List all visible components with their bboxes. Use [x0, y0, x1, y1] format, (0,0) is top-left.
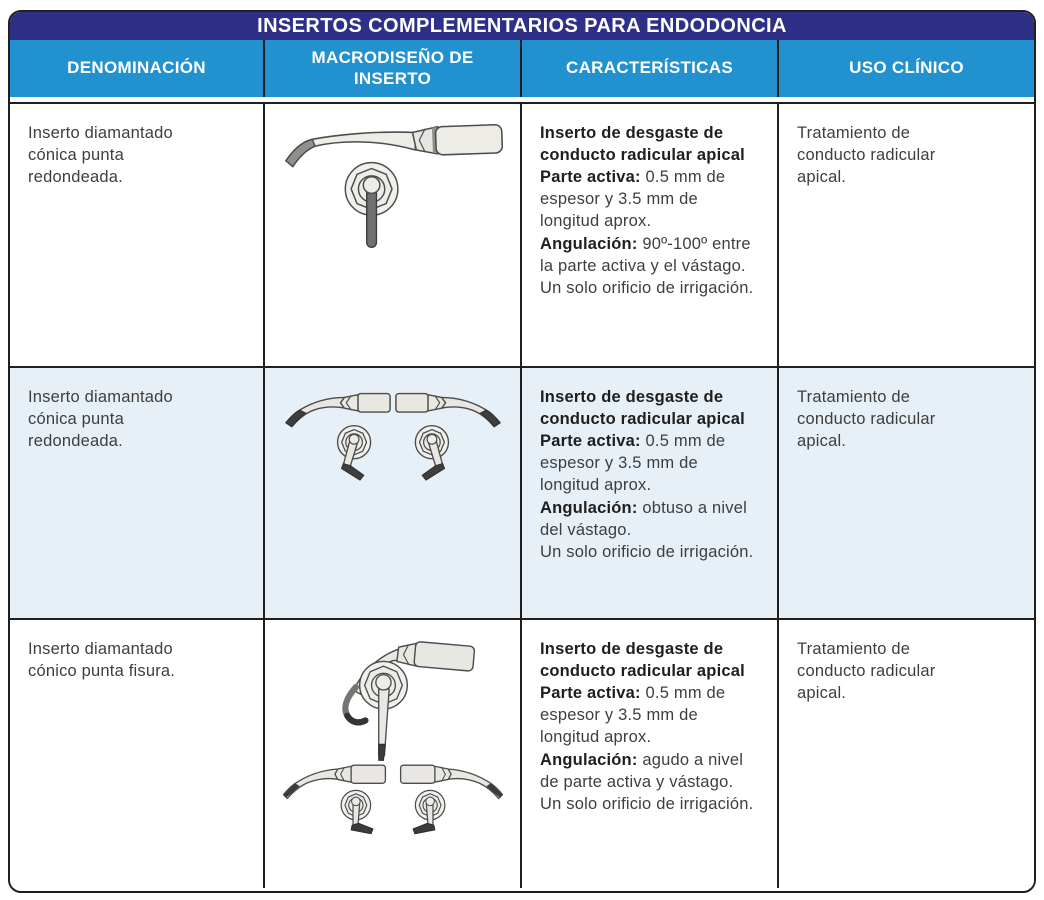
table-body	[10, 102, 1034, 888]
row2-denominacion-cell	[10, 366, 263, 618]
row1-macrodiseno-cell	[263, 104, 520, 366]
row2-uso-clinico-cell	[777, 366, 1034, 618]
caracteristicas-heading: Inserto de desgaste de conducto radicular apical	[540, 388, 745, 429]
column-header-uso-clinico	[777, 40, 1034, 97]
hook-insert-and-mirrored-inserts-illustration	[274, 630, 512, 868]
mirrored-inserts-illustration	[271, 378, 515, 485]
angulacion-line: Angulación: obtuso a nivel del vástago.	[540, 498, 747, 539]
caracteristicas-heading: Inserto de desgaste de conducto radicular apical	[540, 640, 745, 681]
parte-activa-line: Parte activa: 0.5 mm de espesor y 3.5 mm de longitud aprox.	[540, 684, 726, 747]
column-header-macrodiseno	[263, 40, 520, 97]
row3-caracteristicas-cell	[520, 618, 777, 888]
column-header-label: USO CLÍNICO	[849, 58, 964, 78]
caracteristicas-heading: Inserto de desgaste de conducto radicular apical	[540, 124, 745, 165]
row1-caracteristicas-cell	[520, 104, 777, 366]
uso-clinico-text: Tratamiento de conducto radicular apical.	[797, 124, 936, 187]
angulacion-line: Angulación: agudo a nivel de parte activa y vástago.	[540, 750, 744, 791]
denominacion-text: Inserto diamantado cónico punta fisura.	[28, 640, 176, 681]
column-header-denominacion	[10, 40, 263, 97]
nota-line: Un solo orificio de irrigación.	[540, 794, 754, 813]
column-header-caracteristicas	[520, 40, 777, 97]
angulacion-line: Angulación: 90º-100º entre la parte activa y el vástago.	[540, 234, 751, 275]
column-header-label: CARACTERÍSTICAS	[566, 58, 733, 78]
table-header-row	[10, 40, 1034, 102]
parte-activa-line: Parte activa: 0.5 mm de espesor y 3.5 mm de longitud aprox.	[540, 432, 726, 495]
row2-caracteristicas-cell	[520, 366, 777, 618]
denominacion-text: Inserto diamantado cónica punta redondeada.	[28, 124, 173, 187]
nota-line: Un solo orificio de irrigación.	[540, 278, 754, 297]
row1-uso-clinico-cell	[777, 104, 1034, 366]
parte-activa-line: Parte activa: 0.5 mm de espesor y 3.5 mm de longitud aprox.	[540, 168, 726, 231]
uso-clinico-text: Tratamiento de conducto radicular apical.	[797, 640, 936, 703]
row3-uso-clinico-cell	[777, 618, 1034, 888]
row2-macrodiseno-cell	[263, 366, 520, 618]
table-title: INSERTOS COMPLEMENTARIOS PARA ENDODONCIA	[10, 12, 1034, 40]
denominacion-text: Inserto diamantado cónica punta redondeada.	[28, 388, 173, 451]
endodontics-table-card	[8, 10, 1036, 893]
uso-clinico-text: Tratamiento de conducto radicular apical.	[797, 388, 936, 451]
row1-denominacion-cell	[10, 104, 263, 366]
row3-denominacion-cell	[10, 618, 263, 888]
insert-side-and-front-view-illustration	[271, 114, 515, 260]
nota-line: Un solo orificio de irrigación.	[540, 542, 754, 561]
column-header-label: MACRODISEÑO DE INSERTO	[311, 47, 474, 88]
row3-macrodiseno-cell	[263, 618, 520, 888]
column-header-label: DENOMINACIÓN	[67, 58, 206, 78]
